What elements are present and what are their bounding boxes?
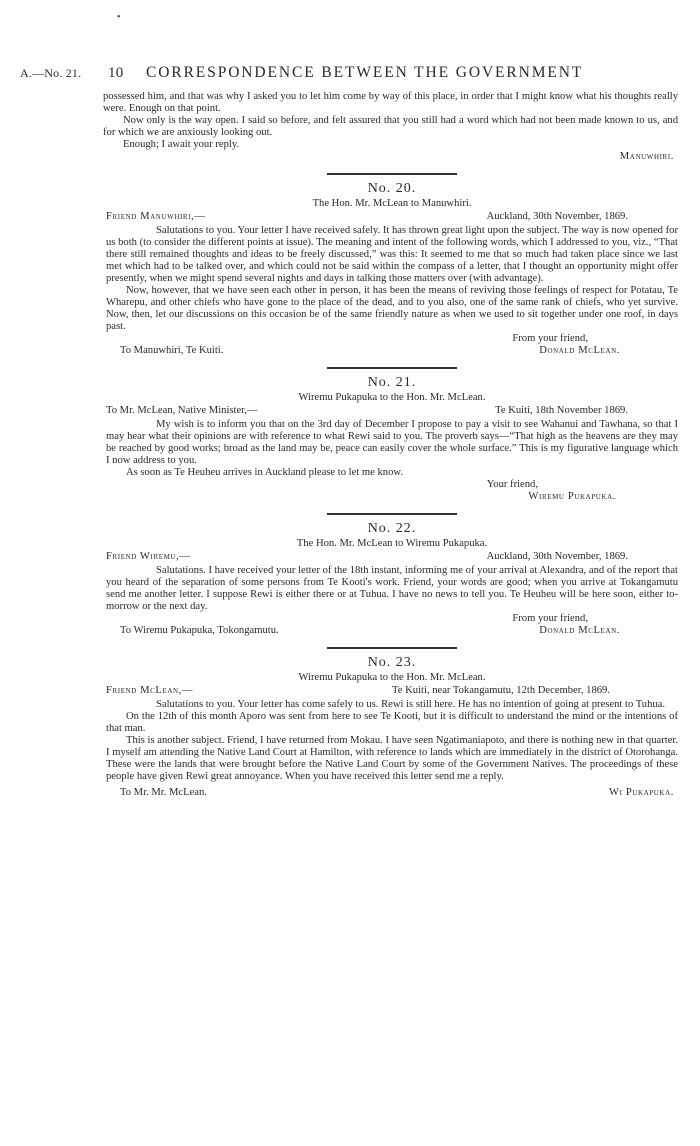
letter-closing: Your friend,	[486, 479, 538, 490]
letter-place-date: Te Kuiti, near Tokangamutu, 12th December, 1869.	[392, 685, 610, 696]
letter-number: No. 22.	[367, 521, 417, 536]
letter-heading: Wiremu Pukapuka to the Hon. Mr. McLean.	[298, 672, 486, 683]
letter-salutation: Friend Manuwhiri,—	[106, 211, 206, 222]
intro-paragraph: Now only is the way open. I said so before, and felt assured that you still had a word which had not been made known to us, and for which we are anxiously looking out.	[103, 115, 678, 138]
letter-paragraph: This is another subject. Friend, I have returned from Mokau. I have seen Ngatimaniapoto, and there is nothing new in that quarter. I myself am attending the Native Land Court at Hamilton, with reference to lands which are immediately in the district of Otorohanga. These were the lands that were brought before the Native Land Court by some of the Government Natives. The proceedings of these people have given Rewi great annoyance. When you have received this letter send me a reply.	[106, 735, 678, 782]
document-body	[103, 91, 678, 799]
letter-heading: Wiremu Pukapuka to the Hon. Mr. McLean.	[298, 392, 486, 403]
letter-closing: From your friend,	[512, 613, 588, 624]
letter-no-22	[106, 523, 678, 637]
paper-reference: A.—No. 21.	[20, 66, 82, 80]
letter-recipient: To Wiremu Pukapuka, Tokongamutu.	[120, 625, 279, 636]
intro-paragraph: Enough; I await your reply.	[123, 139, 240, 150]
intro-block	[103, 91, 678, 163]
letter-place-date: Te Kuiti, 18th November 1869.	[495, 405, 628, 416]
letter-recipient: To Mr. Mr. McLean.	[120, 787, 207, 798]
letter-signature: Wiremu Pukapuka.	[528, 491, 616, 502]
letter-salutation: Friend Wiremu,—	[106, 551, 191, 562]
section-rule	[327, 513, 457, 515]
stray-mark: •	[117, 12, 121, 23]
intro-paragraph: possessed him, and that was why I asked you to let him come by way of this place, in order that I might know what his thoughts really were. Enough on that point.	[103, 91, 678, 114]
letter-paragraph: Salutations to you. Your letter has come safely to us. Rewi is still here. He has no intention of going at present to Tuhua.	[156, 699, 666, 710]
letter-paragraph: As soon as Te Heuheu arrives in Auckland please to let me know.	[126, 467, 403, 478]
letter-signoff	[106, 625, 678, 637]
letter-no-23	[106, 657, 678, 799]
letter-salutation: To Mr. McLean, Native Minister,—	[106, 405, 258, 416]
page-header	[20, 64, 680, 82]
running-title: CORRESPONDENCE BETWEEN THE GOVERNMENT	[146, 64, 584, 81]
letter-heading: The Hon. Mr. McLean to Manuwhiri.	[312, 198, 472, 209]
letter-signoff	[106, 787, 678, 799]
letter-paragraph: Salutations to you. Your letter I have received safely. It has thrown great light upon the subject. The way is now opened for us both (to consider the different points at issue). The meaning and intent of the following words, which I addressed to you, viz., “That there still remained thoughts and ideas to be freely discussed,” was this: It seemed to me that so much had taken place since we last met which had to be talked over, and which could not be said within the compass of a letter, that I thought an opportunity might offer presently, when we might spend several nights and days in talking those matters over (with advantage).	[106, 225, 678, 284]
letter-address-line	[106, 685, 678, 697]
section-rule	[327, 173, 457, 175]
letter-number: No. 23.	[367, 655, 417, 670]
letter-address-line	[106, 405, 678, 417]
letter-paragraph: My wish is to inform you that on the 3rd day of December I propose to pay a visit to see Wahanui and Tawhana, so that I may hear what their opinions are with reference to what Rewi said to you. The proverb says—“That high as the heavens are they may be reached by good works; broad as the land may be, peace can easily cover the whole surface.” This is my figurative language which I now address to you.	[106, 419, 678, 466]
letter-paragraph: Now, however, that we have seen each other in person, it has been the means of reviving those feelings of respect for Potatau, Te Wharepu, and other chiefs who have gone to the place of the dead, and to you also, one of the same rank of chiefs, who yet survive. Now, then, let our discussions on this occasion be of the same friendly nature as when we used to sit together under one roof, in days past.	[106, 285, 678, 332]
letter-number: No. 20.	[367, 181, 417, 196]
letter-paragraph: On the 12th of this month Aporo was sent from here to see Te Kooti, but it is difficult to understand the mind or the intentions of that man.	[106, 711, 678, 734]
page-number: 10	[108, 65, 124, 81]
letter-signature: Donald McLean.	[539, 625, 620, 636]
letter-address-line	[106, 211, 678, 223]
letter-signature: Donald McLean.	[539, 345, 620, 356]
letter-signature: Wi Pukapuka.	[609, 787, 674, 798]
letter-no-20	[106, 183, 678, 357]
letter-no-21	[106, 377, 678, 503]
letter-paragraph: Salutations. I have received your letter of the 18th instant, informing me of your arrival at Alexandra, and of the report that you heard of the separation of some persons from Te Kooti's work. Friend, your words are good; when you arrive at Tokangamutu send me another letter. I suppose Rewi is either there or at Tuhua. I have no news to tell you. Te Heuheu will be here soon, either to-morrow or the next day.	[106, 565, 678, 612]
letter-closing: From your friend,	[512, 333, 588, 344]
letter-signoff	[106, 345, 678, 357]
section-rule	[327, 367, 457, 369]
letter-recipient: To Manuwhiri, Te Kuiti.	[120, 345, 224, 356]
letter-place-date: Auckland, 30th November, 1869.	[486, 211, 628, 222]
letter-heading: The Hon. Mr. McLean to Wiremu Pukapuka.	[296, 538, 488, 549]
intro-signature: Manuwhiri.	[619, 151, 674, 162]
section-rule	[327, 647, 457, 649]
letter-place-date: Auckland, 30th November, 1869.	[486, 551, 628, 562]
letter-address-line	[106, 551, 678, 563]
letter-salutation: Friend McLean,—	[106, 685, 194, 696]
letter-number: No. 21.	[367, 375, 417, 390]
